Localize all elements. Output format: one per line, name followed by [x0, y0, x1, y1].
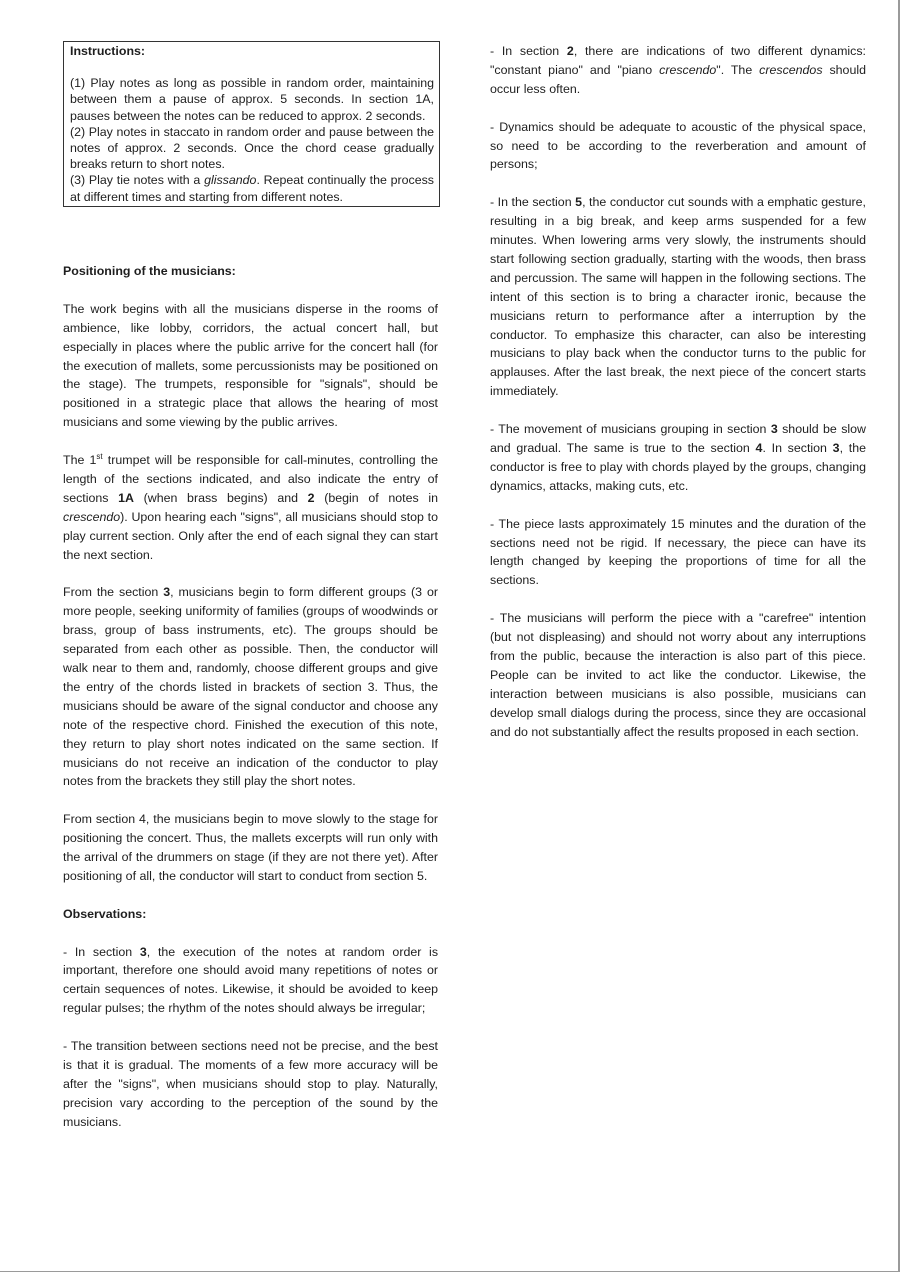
bold-run: 4	[755, 440, 763, 455]
text-run: From the section	[63, 585, 164, 600]
observation-4: - Dynamics should be adequate to acoustic of the physical space, so need to be according to the reverberation and amount of persons;	[490, 119, 866, 172]
text-run: ). Upon hearing each "signs", all musicians should stop to play current section. Only after the end of each signal they can start the next section.	[63, 509, 438, 562]
italic-run: glissando	[204, 173, 257, 188]
italic-run: crescendo	[659, 62, 717, 77]
instructions-item-1: (1) Play notes as long as possible in random order, maintaining between them a pause of approx. 5 seconds. In section 1A, pauses between the notes can be reduced to approx. 2 seconds.	[70, 76, 434, 123]
bold-run: 3	[139, 944, 147, 959]
text-run: - The movement of musicians grouping in section	[490, 422, 771, 437]
positioning-paragraph-4: From section 4, the musicians begin to move slowly to the stage for positioning the concert. Thus, the mallets excerpts will run only with the arrival of the drummers on stage (if they are not there yet). After positioning of all, the conductor will start to conduct from section 5.	[63, 812, 438, 883]
text-run: (begin of notes in	[314, 490, 438, 505]
observation-2: - The transition between sections need not be precise, and the best is that it is gradual. The moments of a few more accuracy will be after the "signs", when musicians should stop to play. Naturally, precision vary according to the perception of the sound by the musicians.	[63, 1039, 438, 1129]
positioning-heading: Positioning of the musicians:	[63, 264, 236, 278]
instructions-item-3	[70, 172, 434, 204]
text-run: , the conductor cut sounds with a emphatic gesture, resulting in a big break, and keep arms suspended for a few minutes. When lowering arms very slowly, the instruments should start following section gradually, starting with the woods, then brass and percussion. The same will happen in the following sections. The intent of this section is to bring a character ironic, because the musicians return to performance after a interruption by the conductor. To emphasize this character, can also be interesting musicians to play back when the conductor turns to the public for applauses. After the last break, the next piece of the concert starts immediately.	[490, 195, 866, 399]
positioning-paragraph-1: The work begins with all the musicians disperse in the rooms of ambience, like lobby, corridors, the actual concert hall, but especially in places where the public arrive for the concert hall (for the execution of mallets, some percussionists may be positioned on the stage). The trumpets, responsible for "signals", should be positioned in a strategic place that allows the hearing of most musicians and some viewing by the public arrives.	[63, 301, 438, 430]
instructions-box	[63, 41, 440, 207]
text-run: (3) Play tie notes with a	[70, 173, 205, 188]
text-run: - In the section	[490, 195, 576, 210]
text-run: ". The	[716, 62, 760, 77]
bold-run: 1A	[118, 490, 134, 505]
text-run: trumpet will be responsible for call-minutes, controlling the length of the sections indicated, and also indicate the entry of sections	[63, 453, 438, 505]
bold-run: 2	[566, 44, 574, 58]
observations-heading: Observations:	[63, 906, 147, 921]
text-run: should be slow and gradual. The same is true to the section	[490, 422, 866, 455]
instructions-title: Instructions:	[70, 44, 146, 58]
instructions-item-2: (2) Play notes in staccato in random order and pause between the notes of approx. 2 seconds. Once the chord cease gradually breaks return to short notes.	[70, 124, 434, 172]
right-column	[490, 42, 866, 741]
text-run: . In section	[762, 440, 833, 455]
text-run: - In section	[63, 944, 140, 959]
text-run: . Repeat continually the process at different times and starting from different notes.	[70, 173, 434, 204]
positioning-paragraph-2	[63, 451, 438, 564]
text-run: - In section	[490, 44, 567, 58]
text-run: , musicians begin to form different groups (3 or more people, seeking uniformity of families (groups of woodwinds or brass, group of bass instruments, etc). The groups should be separated from each other as possible. Then, the conductor will walk near to them and, randomly, choose different groups and give the entry of the chords listed in brackets of section 3. Thus, the musicians should be aware of the signal conductor and choose any note of the respective chord. Finished the execution of this note, they return to play short notes indicated on the same section. If musicians do not receive an indication of the conductor to play notes from the brackets they still play the short notes.	[63, 585, 438, 789]
observation-7: - The piece lasts approximately 15 minutes and the duration of the sections need not be rigid. If necessary, the piece can have its length changed by keeping the proportions of time for all the sections.	[490, 516, 866, 588]
text-run: should occur less often.	[490, 62, 866, 96]
bold-run: 5	[575, 195, 583, 210]
bold-run: 3	[770, 422, 778, 437]
italic-run: crescendos	[759, 62, 823, 77]
observation-1	[63, 943, 438, 1019]
text-run: , there are indications of two different dynamics: "constant piano" and "piano	[490, 44, 866, 77]
bold-run: 2	[307, 490, 315, 505]
observation-8: - The musicians will perform the piece with a "carefree" intention (but not displeasing) and should not worry about any interruptions from the public, because the interaction is also part of this piece. People can be invited to act like the conductor. Likewise, the interaction between musicians is also possible, musicians can develop small dialogs during the process, since they are occasional and do not substantially affect the results proposed in each section.	[490, 611, 866, 739]
italic-run: crescendo	[63, 509, 121, 524]
superscript-run: st	[96, 451, 103, 461]
observation-3	[490, 42, 866, 99]
observation-6	[490, 420, 866, 496]
text-run: (when brass begins) and	[133, 490, 308, 505]
text-run: The 1	[63, 453, 97, 468]
left-column	[63, 262, 438, 1132]
text-run: , the execution of the notes at random order is important, therefore one should avoid many repetitions of notes or certain sequences of notes. Likewise, it should be avoided to keep regular pulses; the rhythm of the notes should always be irregular;	[63, 944, 439, 1016]
observation-5	[490, 193, 866, 401]
positioning-paragraph-3	[63, 583, 438, 791]
bold-run: 3	[163, 585, 171, 600]
bold-run: 3	[832, 440, 840, 455]
text-run: , the conductor is free to play with chords played by the groups, changing dynamics, attacks, making cuts, etc.	[490, 440, 866, 493]
